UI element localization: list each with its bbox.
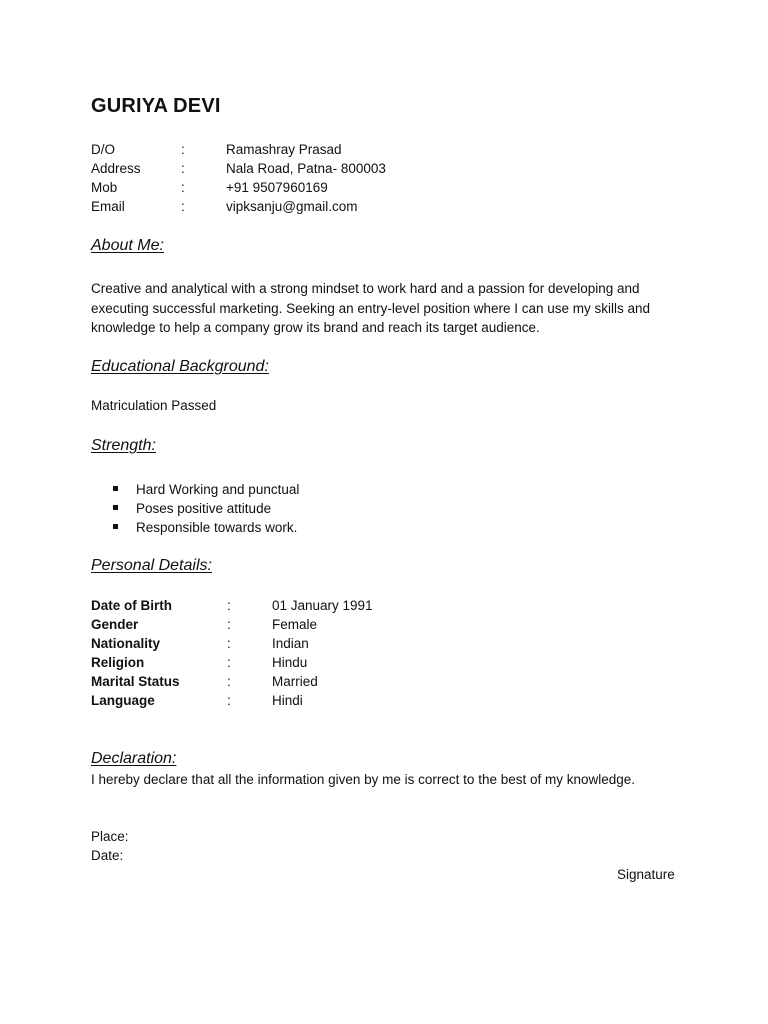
personal-value: Indian bbox=[272, 636, 309, 651]
personal-label: Nationality bbox=[91, 636, 161, 651]
contact-value: vipksanju@gmail.com bbox=[226, 199, 358, 214]
personal-label: Gender bbox=[91, 617, 139, 632]
signature-label: Signature bbox=[617, 867, 675, 882]
contact-separator: : bbox=[181, 161, 185, 176]
personal-value: Hindi bbox=[272, 693, 303, 708]
personal-label: Religion bbox=[91, 655, 145, 670]
personal-separator: : bbox=[227, 598, 231, 613]
strength-item: Hard Working and punctual bbox=[136, 482, 300, 497]
contact-separator: : bbox=[181, 142, 185, 157]
contact-value: Ramashray Prasad bbox=[226, 142, 342, 157]
about-text: Creative and analytical with a strong mindset to work hard and a passion for developing and executing successful marketing. Seeking an entry-level position where I can use my skills and knowledge to help a company grow its brand and reach its target audience. bbox=[91, 281, 651, 335]
personal-value: Hindu bbox=[272, 655, 308, 670]
about-heading: About Me: bbox=[91, 237, 164, 254]
strength-item: Poses positive attitude bbox=[136, 501, 272, 516]
square-bullet-icon bbox=[113, 524, 118, 529]
personal-separator: : bbox=[227, 674, 231, 689]
education-heading: Educational Background: bbox=[91, 358, 269, 375]
personal-separator: : bbox=[227, 655, 231, 670]
contact-separator: : bbox=[181, 199, 185, 214]
place-label: Place: bbox=[91, 829, 129, 844]
square-bullet-icon bbox=[113, 505, 118, 510]
personal-value: Married bbox=[272, 674, 318, 689]
list-item bbox=[91, 518, 299, 537]
personal-label: Language bbox=[91, 693, 155, 708]
personal-separator: : bbox=[227, 693, 231, 708]
education-text: Matriculation Passed bbox=[91, 398, 217, 413]
strength-item: Responsible towards work. bbox=[136, 520, 298, 535]
personal-value: 01 January 1991 bbox=[272, 598, 373, 613]
contact-separator: : bbox=[181, 180, 185, 195]
list-item bbox=[91, 480, 299, 499]
contact-label: Mob bbox=[91, 180, 118, 195]
declaration-text: I hereby declare that all the information given by me is correct to the best of my knowledge. bbox=[91, 772, 636, 787]
candidate-name: GURIYA DEVI bbox=[91, 95, 221, 117]
personal-heading: Personal Details: bbox=[91, 557, 212, 574]
declaration-heading: Declaration: bbox=[91, 750, 177, 767]
contact-label: D/O bbox=[91, 142, 116, 157]
contact-label: Email bbox=[91, 199, 125, 214]
personal-separator: : bbox=[227, 617, 231, 632]
date-label: Date: bbox=[91, 848, 124, 863]
contact-value: +91 9507960169 bbox=[226, 180, 328, 195]
personal-label: Marital Status bbox=[91, 674, 180, 689]
square-bullet-icon bbox=[113, 486, 118, 491]
contact-label: Address bbox=[91, 161, 141, 176]
personal-separator: : bbox=[227, 636, 231, 651]
personal-label: Date of Birth bbox=[91, 598, 172, 613]
strength-list bbox=[91, 480, 299, 537]
contact-value: Nala Road, Patna- 800003 bbox=[226, 161, 386, 176]
personal-value: Female bbox=[272, 617, 318, 632]
list-item bbox=[91, 499, 299, 518]
strength-heading: Strength: bbox=[91, 437, 156, 454]
